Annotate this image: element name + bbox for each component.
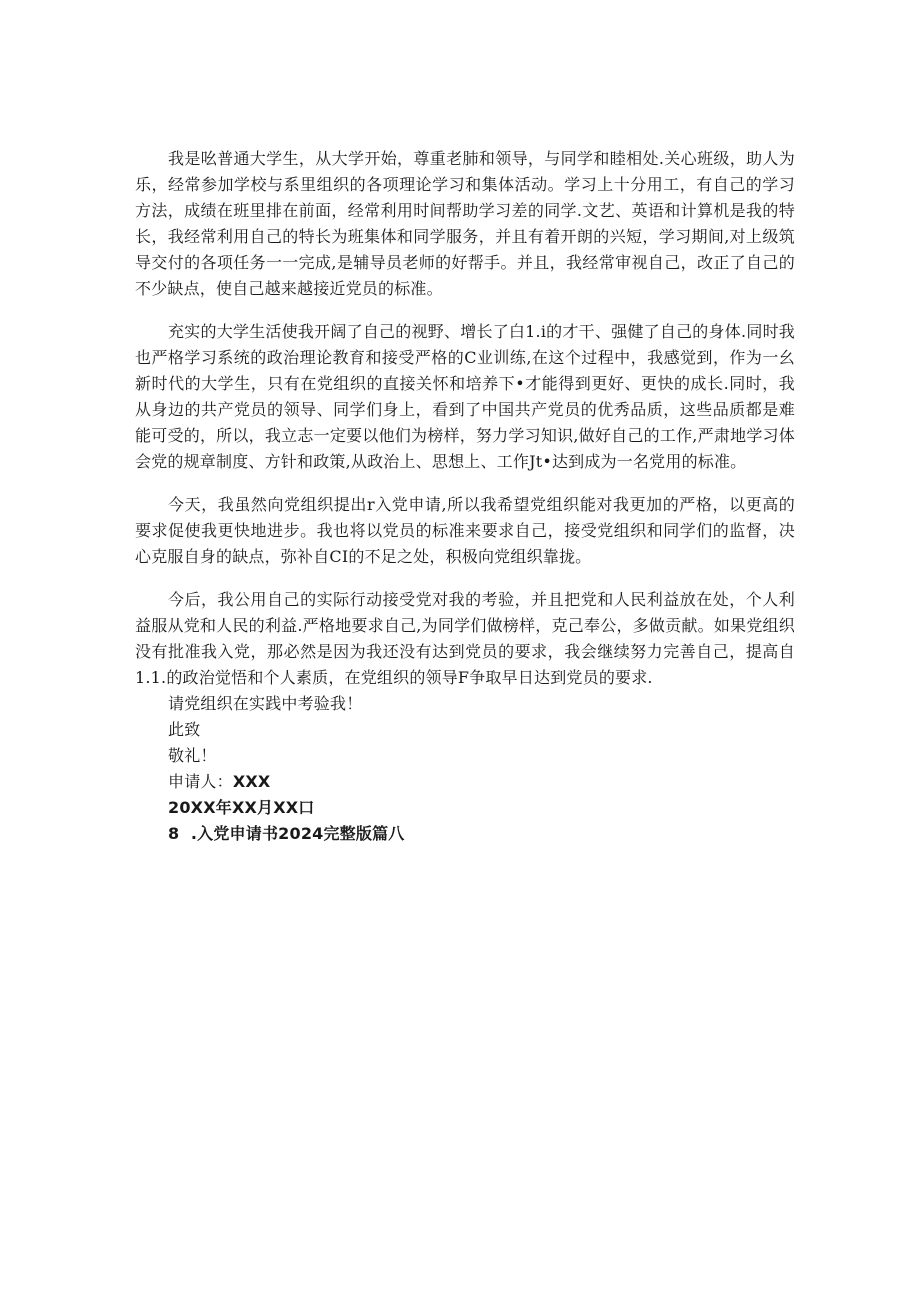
document-body bbox=[135, 146, 795, 847]
closing-line: 请党组织在实践中考验我！ bbox=[168, 694, 363, 713]
applicant-name: XXX bbox=[232, 772, 271, 791]
applicant-label: 申请人： bbox=[168, 772, 233, 791]
applicant-line bbox=[135, 769, 795, 795]
paragraph-4: 今后，我公用自己的实际行动接受党对我的考验，并且把党和人民利益放在处，个人利益服从党和人民的利益.严格地要求自己,为同学们做榜样，克己奉公，多做贡献。如果党组织没有批准我入党，那必然是因为我还没有达到党员的要求，我会继续努力完善自己，提高自1.1.的政治觉悟和个人素质，在党组织的领导F争取早日达到党员的要求. bbox=[135, 590, 795, 687]
next-section-heading: 8 .入党申请书2024完整版篇八 bbox=[168, 824, 405, 843]
paragraph-3: 今天，我虽然向党组织提出r入党申请,所以我希望党组织能对我更加的严格，以更高的要求促使我更快地进步。我也将以党员的标准来要求自己，接受党组织和同学们的监督，决心克服自身的缺点，弥补自CI的不足之处，积极向党组织靠拢。 bbox=[135, 495, 795, 566]
paragraph-2: 充实的大学生活使我开阔了自己的视野、增长了白1.i的才干、强健了自己的身体.同时我也严格学习系统的政治理论教育和接受严格的C业训练,在这个过程中，我感觉到，作为一幺新时代的大学生，只有在党组织的直接关怀和培养下•才能得到更好、更快的成长.同时，我从身边的共产党员的领导、同学们身上，看到了中国共产党员的优秀品质，这些品质都是难能可受的，所以，我立志一定要以他们为榜样，努力学习知识,做好自己的工作,严肃地学习体会党的规章制度、方针和政策,从政治上、思想上、工作Jt•达到成为一名党用的标准。 bbox=[135, 322, 795, 471]
paragraph-1: 我是吆普通大学生，从大学开始，尊重老肺和领导，与同学和睦相处.关心班级，助人为乐，经常参加学校与系里组织的各项理论学习和集体活动。学习上十分用工，有自己的学习方法，成绩在班里排在前面，经常利用时间帮助学习差的同学.文艺、英语和计算机是我的特长，我经常利用自己的特长为班集体和同学服务，并且有着开朗的兴短，学习期间,对上级筑导交付的各项任务一一完成,是辅导员老师的好帮手。并且，我经常审视自己，改正了自己的不少缺点，使自己越来越接近党员的标准。 bbox=[135, 149, 795, 298]
salutation-line-2: 敬礼！ bbox=[168, 746, 217, 765]
salutation-line-1: 此致 bbox=[168, 720, 201, 739]
date-line: 20XX年XX月XX口 bbox=[168, 798, 315, 817]
